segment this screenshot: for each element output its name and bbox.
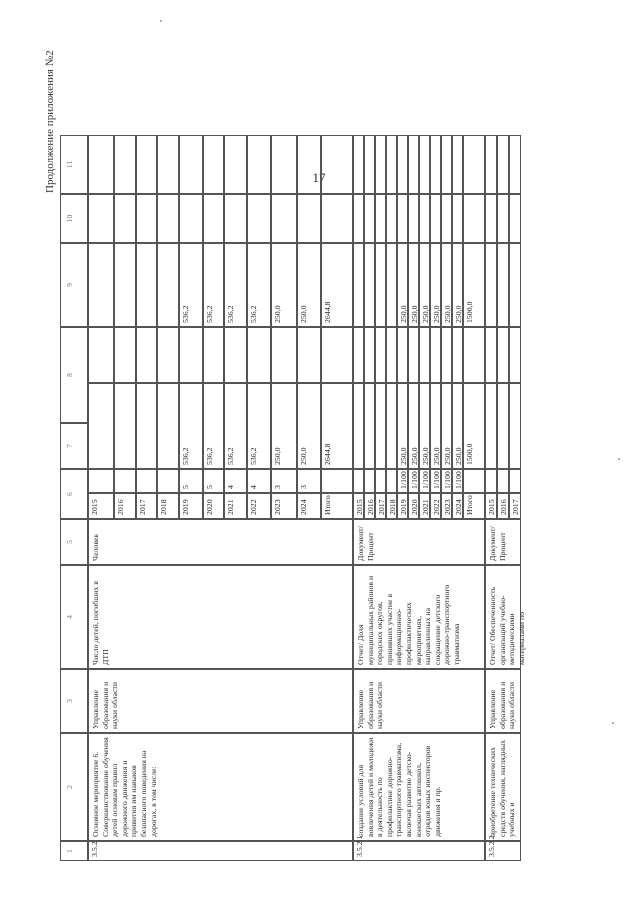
funding-regional [386,243,397,327]
funding-other [386,135,397,194]
target-value [375,469,386,493]
target-value: 1/100 [408,469,419,493]
year-cell: 2016 [114,493,136,519]
funding-local [452,194,463,243]
year-cell: 2021 [419,493,430,519]
funding-federal [247,327,271,383]
funding-other [452,135,463,194]
year-cell: 2022 [247,493,271,519]
target-value: 1/100 [430,469,441,493]
funding-federal [441,327,452,383]
funding-other [179,135,203,194]
funding-local [297,194,321,243]
column-number-9: 9 [60,243,88,327]
year-cell: 2020 [408,493,419,519]
funding-total: 250,0 [397,383,408,469]
column-number-5: 5 [60,519,88,565]
year-cell: 2023 [441,493,452,519]
funding-local [114,194,136,243]
funding-local [353,194,364,243]
funding-federal [408,327,419,383]
funding-total: 250,0 [430,383,441,469]
funding-local [157,194,179,243]
funding-regional: 250,0 [271,243,297,327]
measure-name: Основное мероприятие 6. Совершенствование обучения детей основам правил дорожного движения и привития им навыков безопасного поведения на дорогах, в том числе: [88,733,353,841]
year-cell: 2016 [497,493,509,519]
year-cell: 2015 [353,493,364,519]
funding-federal [321,327,353,383]
funding-other [247,135,271,194]
year-cell: 2017 [375,493,386,519]
unit-of-measure: Человек [88,519,353,565]
target-value [136,469,157,493]
funding-federal [224,327,247,383]
funding-regional: 250,0 [441,243,452,327]
executor: Управление образования и науки области [88,669,353,733]
target-value: 4 [247,469,271,493]
target-value [114,469,136,493]
funding-federal [485,327,497,383]
funding-other [441,135,452,194]
funding-local [463,194,485,243]
funding-regional [375,243,386,327]
target-value [463,469,485,493]
funding-federal [364,327,375,383]
funding-local [88,194,114,243]
funding-regional: 250,0 [419,243,430,327]
year-cell: Итого [321,493,353,519]
funding-regional [509,243,521,327]
funding-federal [179,327,203,383]
year-cell: 2019 [179,493,203,519]
funding-total [157,383,179,469]
funding-other [157,135,179,194]
funding-total: 250,0 [408,383,419,469]
year-cell: 2018 [386,493,397,519]
target-value [497,469,509,493]
year-cell: 2017 [509,493,521,519]
target-value [485,469,497,493]
funding-regional: 250,0 [297,243,321,327]
funding-federal [114,327,136,383]
funding-federal [297,327,321,383]
funding-total: 250,0 [419,383,430,469]
target-value: 1/100 [452,469,463,493]
funding-total [485,383,497,469]
target-value [88,469,114,493]
funding-total [386,383,397,469]
funding-other [408,135,419,194]
funding-federal [271,327,297,383]
scan-speck [612,722,614,724]
funding-total [509,383,521,469]
funding-total: 2644,8 [321,383,353,469]
funding-local [375,194,386,243]
column-number-11: 11 [60,135,88,194]
column-number-1: 1 [60,841,88,861]
funding-local [497,194,509,243]
funding-total [375,383,386,469]
funding-local [430,194,441,243]
funding-total: 250,0 [297,383,321,469]
target-value: 5 [203,469,224,493]
funding-other [271,135,297,194]
funding-regional [88,243,114,327]
year-cell: 2015 [485,493,497,519]
funding-total [114,383,136,469]
funding-federal [397,327,408,383]
page-number: 17 [312,170,326,185]
column-number-3: 3 [60,669,88,733]
funding-regional [114,243,136,327]
executor: Управление образования и науки области [353,669,485,733]
target-value: 4 [224,469,247,493]
funding-other [297,135,321,194]
funding-local [397,194,408,243]
target-value [386,469,397,493]
column-number-6: 6 [60,469,88,519]
year-cell: 2016 [364,493,375,519]
funding-total: 536,2 [179,383,203,469]
funding-local [441,194,452,243]
funding-other [88,135,114,194]
funding-total [497,383,509,469]
funding-total [364,383,375,469]
target-value [509,469,521,493]
target-value [321,469,353,493]
column-number-8: 8 [60,327,88,423]
year-cell: 2021 [224,493,247,519]
funding-regional: 536,2 [224,243,247,327]
funding-regional: 536,2 [247,243,271,327]
funding-local [408,194,419,243]
funding-total [136,383,157,469]
year-cell: 2024 [297,493,321,519]
measure-name: создание условий для вовлечения детей и молодежи в деятельность по профилактике дорожно-транспортного травматизма, включая развитие детско-юношеских автошкол, отрядов юных инспекторов движения и пр. [353,733,485,841]
funding-federal [136,327,157,383]
target-value: 3 [297,469,321,493]
indicator-name: Число детей, погибших в ДТП [88,565,353,669]
target-value: 1/100 [397,469,408,493]
row-number: 3.5.2.2. [485,841,521,861]
column-number-10: 10 [60,194,88,243]
target-value [364,469,375,493]
funding-federal [386,327,397,383]
funding-regional: 1500,0 [463,243,485,327]
year-cell: Итого [463,493,485,519]
column-number-7: 7 [60,423,88,469]
funding-other [497,135,509,194]
year-cell: 2022 [430,493,441,519]
target-value: 5 [179,469,203,493]
funding-total: 1500,0 [463,383,485,469]
funding-local [386,194,397,243]
funding-other [224,135,247,194]
funding-federal [497,327,509,383]
funding-total: 536,2 [203,383,224,469]
funding-regional [157,243,179,327]
funding-other [364,135,375,194]
funding-total [353,383,364,469]
unit-of-measure: Документ/ Процент [485,519,521,565]
funding-other [136,135,157,194]
scan-speck [618,458,620,460]
measure-name: приобретение технических средств обучения, наглядных учебных и [485,733,521,841]
target-value: 1/100 [441,469,452,493]
funding-federal [419,327,430,383]
funding-other [430,135,441,194]
year-cell: 2024 [452,493,463,519]
year-cell: 2015 [88,493,114,519]
funding-other [203,135,224,194]
indicator-name: Отчет/ Обеспеченность организаций учебно-методическими материалами по [485,565,521,669]
funding-regional [136,243,157,327]
funding-federal [375,327,386,383]
funding-total: 250,0 [271,383,297,469]
funding-local [224,194,247,243]
column-number-4: 4 [60,565,88,669]
funding-federal [463,327,485,383]
funding-federal [88,327,114,383]
funding-other [375,135,386,194]
year-cell: 2019 [397,493,408,519]
funding-regional [364,243,375,327]
funding-other [321,135,353,194]
funding-other [114,135,136,194]
funding-local [485,194,497,243]
target-value: 3 [271,469,297,493]
funding-local [271,194,297,243]
column-number-2: 2 [60,733,88,841]
target-value [157,469,179,493]
funding-federal [430,327,441,383]
funding-regional: 250,0 [397,243,408,327]
funding-total: 536,2 [247,383,271,469]
funding-regional [353,243,364,327]
funding-local [203,194,224,243]
continuation-title: Продолжение приложения №2 [44,50,56,193]
funding-local [364,194,375,243]
funding-regional [485,243,497,327]
funding-other [509,135,521,194]
row-number: 3.5.2. [88,841,353,861]
funding-local [509,194,521,243]
funding-other [353,135,364,194]
funding-total [88,383,114,469]
executor: Управление образования и науки области [485,669,521,733]
funding-regional: 2644,8 [321,243,353,327]
unit-of-measure: Документ/ Процент [353,519,485,565]
funding-federal [452,327,463,383]
year-cell: 2018 [157,493,179,519]
scan-speck [160,20,162,22]
funding-local [321,194,353,243]
funding-federal [203,327,224,383]
funding-federal [509,327,521,383]
funding-local [179,194,203,243]
year-cell: 2020 [203,493,224,519]
funding-regional: 250,0 [408,243,419,327]
funding-other [397,135,408,194]
indicator-name: Отчет/ Доля муниципальных районов и городских округов, принявших участие в информационно-профилактических мероприятиях, направленных на сокращение детского дорожно-транспортного травматизма [353,565,485,669]
target-value [353,469,364,493]
funding-federal [157,327,179,383]
funding-local [136,194,157,243]
funding-federal [353,327,364,383]
funding-total: 536,2 [224,383,247,469]
funding-other [463,135,485,194]
funding-regional: 250,0 [452,243,463,327]
row-number: 3.5.2.1. [353,841,485,861]
year-cell: 2023 [271,493,297,519]
funding-local [247,194,271,243]
funding-regional: 250,0 [430,243,441,327]
year-cell: 2017 [136,493,157,519]
funding-other [419,135,430,194]
funding-total: 250,0 [441,383,452,469]
target-value: 1/100 [419,469,430,493]
funding-other [485,135,497,194]
funding-local [419,194,430,243]
funding-regional: 536,2 [179,243,203,327]
funding-total: 250,0 [452,383,463,469]
funding-regional [497,243,509,327]
funding-regional: 536,2 [203,243,224,327]
